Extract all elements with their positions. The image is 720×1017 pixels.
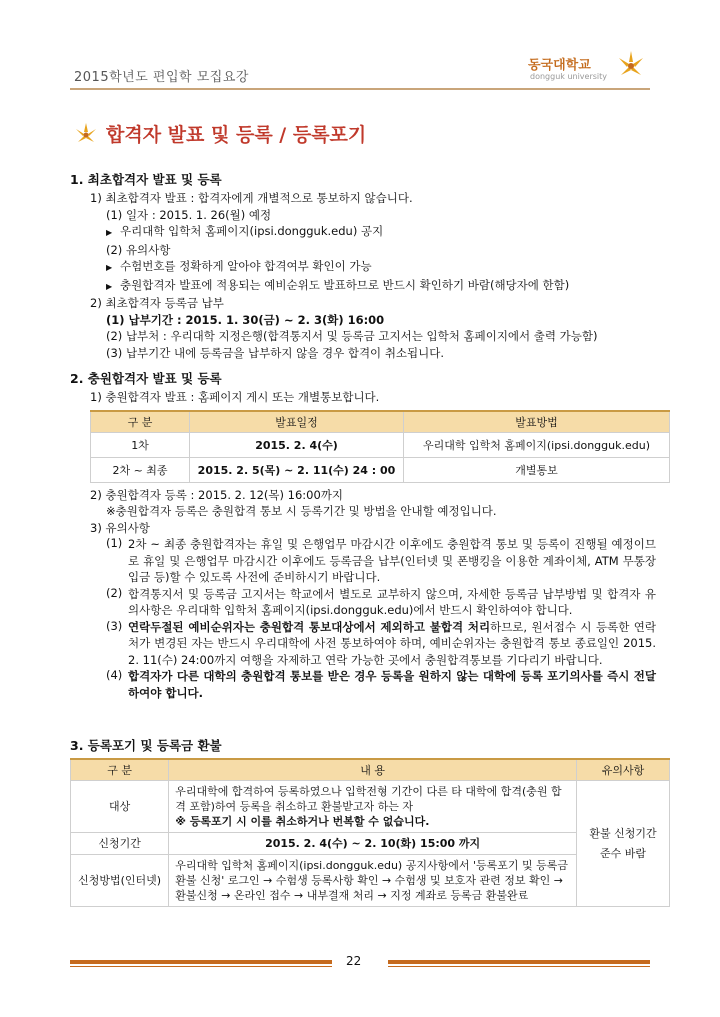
s2-line: ※충원합격자 등록은 충원합격 통보 시 등록기간 및 방법을 안내할 예정입니다. xyxy=(106,504,497,518)
logo-subtext: dongguk university xyxy=(530,72,608,81)
table-cell: 신청기간 xyxy=(71,833,169,855)
notice-number: (4) xyxy=(106,668,123,682)
section-2 xyxy=(70,369,654,701)
notice-text: 2차 ~ 최종 충원합격자는 휴일 및 은행업무 마감시간 이후에도 충원합격 통보 및 등록이 진행될 예정이므로 휴일 및 은행업무 마감시간 이후에도 등록금을 납부(인터넷 및 폰뱅킹을 이용한 계좌이체, ATM 무통장입금 등)할 수 있도록 사전에 준비하시기 바랍니다. xyxy=(128,537,656,584)
notice-item xyxy=(106,668,656,701)
note-cell xyxy=(577,781,670,907)
table-cell: 우리대학 입학처 홈페이지(ipsi.dongguk.edu) 공지사항에서 '등록포기 및 등록금 환불 신청' 로그인 → 수험생 등록사항 확인 → 수험생 및 보호자 관련 정보 확인 → 환불신청 → 온라인 접수 → 내부결재 처리 → 지정 계좌로 등록금 환불완료 xyxy=(169,855,577,907)
s1-line: 2) 최초합격자 등록금 납부 xyxy=(90,296,224,310)
page-number: 22 xyxy=(346,954,362,968)
notice-list xyxy=(70,536,656,701)
table-row xyxy=(91,457,670,482)
lotus-logo-icon xyxy=(614,48,648,82)
notice-number: (2) xyxy=(106,585,123,600)
s2-line: 3) 유의사항 xyxy=(90,520,150,535)
table-header: 구 분 xyxy=(71,759,169,781)
s1-line: (1) 일자 : 2015. 1. 26(월) 예정 xyxy=(106,207,272,222)
section-2-heading: 2. 충원합격자 발표 및 등록 xyxy=(70,371,222,386)
s1-bullet-text: 우리대학 입학처 홈페이지(ipsi.dongguk.edu) 공지 xyxy=(120,224,384,238)
table-cell: 1차 xyxy=(91,432,190,457)
table-header: 유의사항 xyxy=(577,759,670,781)
table-cell: 2015. 2. 4(수) xyxy=(190,432,404,457)
s1-bullet-line xyxy=(70,258,654,277)
section-3 xyxy=(70,736,657,907)
s1-bullet-line xyxy=(70,277,654,296)
announcement-table xyxy=(90,410,670,483)
s1-bullet-text: 충원합격자 발표에 적용되는 예비순위도 발표하므로 반드시 확인하기 바람(해당자에 한함) xyxy=(120,277,570,292)
target-description: 우리대학에 합격하여 등록하였으나 입학전형 기간이 다른 타 대학에 합격(충원 합격 포함)하여 등록을 취소하고 환불받고자 하는 자 xyxy=(175,785,562,813)
table-row xyxy=(71,781,670,833)
table-row xyxy=(91,432,670,457)
table-cell: 2차 ~ 최종 xyxy=(91,457,190,482)
header-rule xyxy=(70,88,650,90)
footer-rule-right xyxy=(388,960,650,964)
section-3-heading: 3. 등록포기 및 등록금 환불 xyxy=(70,738,222,753)
note-text: 환불 신청기간 준수 바람 xyxy=(589,826,657,860)
s1-line: (3) 납부기간 내에 등록금을 납부하지 않을 경우 합격이 취소됩니다. xyxy=(106,345,445,360)
table-header: 내 용 xyxy=(169,759,577,781)
s1-bullet-text: 수험번호를 정확하게 알아야 합격여부 확인이 가능 xyxy=(120,259,372,273)
section-title-text: 합격자 발표 및 등록 / 등록포기 xyxy=(106,124,367,146)
table-cell: 신청방법(인터넷) xyxy=(71,855,169,907)
notice-bold-text: 연락두절된 예비순위자는 충원합격 통보대상에서 제외하고 불합격 처리 xyxy=(128,619,491,634)
s1-line: (1) 납부기간 : 2015. 1. 30(금) ~ 2. 3(화) 16:00 xyxy=(106,312,385,327)
table-cell: 우리대학 입학처 홈페이지(ipsi.dongguk.edu) xyxy=(404,432,670,457)
table-cell: 2015. 2. 4(수) ~ 2. 10(화) 15:00 까지 xyxy=(169,833,577,855)
notice-text xyxy=(128,619,656,669)
s2-line: 2) 충원합격자 등록 : 2015. 2. 12(목) 16:00까지 xyxy=(90,487,343,502)
triangle-bullet-icon: ▶ xyxy=(106,281,113,291)
flower-bullet-icon xyxy=(74,122,98,146)
university-logo xyxy=(528,48,648,88)
table-cell xyxy=(169,781,577,833)
footer-rule-left-thin xyxy=(70,966,332,967)
s1-line: (2) 납부처 : 우리대학 지정은행(합격통지서 및 등록금 고지서는 입학처 홈페이지에서 출력 가능함) xyxy=(106,329,598,343)
table-cell: 개별통보 xyxy=(404,457,670,482)
footer-rule-left xyxy=(70,960,332,964)
notice-item xyxy=(106,619,656,669)
table-header: 발표일정 xyxy=(190,411,404,433)
table-header: 발표방법 xyxy=(404,411,670,433)
table-cell: 2015. 2. 5(목) ~ 2. 11(수) 24 : 00 xyxy=(190,457,404,482)
notice-text: 합격통지서 및 등록금 고지서는 학교에서 별도로 교부하지 않으며, 자세한 등록금 납부방법 및 합격자 유의사항은 우리대학 입학처 홈페이지(ipsi.dongguk.edu)에서 반드시 확인하여야 합니다. xyxy=(128,586,656,617)
s2-line: 1) 충원합격자 발표 : 홈페이지 게시 또는 개별통보합니다. xyxy=(90,390,380,404)
notice-number: (3) xyxy=(106,618,123,633)
notice-rest-text: 하므로, 원서접수 시 등록한 연락처가 변경된 자는 반드시 우리대학에 사전 통보하여야 하며, 예비순위자는 충원합격 통보 종료일인 2015. 2. 11(수) 24:00까지 여행을 자제하고 연락 가능한 곳에서 충원합격통보를 기다리기 바랍니다. xyxy=(128,619,656,667)
s1-line: 1) 최초합격자 발표 : 합격자에게 개별적으로 통보하지 않습니다. xyxy=(90,191,413,205)
refund-table xyxy=(70,758,670,907)
table-header: 구 분 xyxy=(91,411,190,433)
section-1 xyxy=(70,170,654,361)
notice-item xyxy=(106,536,656,586)
notice-item xyxy=(106,586,656,619)
s1-line: (2) 유의사항 xyxy=(106,242,171,257)
notice-bold-text: 합격자가 다른 대학의 충원합격 통보를 받은 경우 등록을 원하지 않는 대학에 등록 포기의사를 즉시 전달하여야 합니다. xyxy=(128,669,656,700)
table-cell: 대상 xyxy=(71,781,169,833)
footer-rule-right-thin xyxy=(388,966,650,967)
triangle-bullet-icon: ▶ xyxy=(106,228,113,237)
section-title xyxy=(74,120,366,147)
triangle-bullet-icon: ▶ xyxy=(106,263,113,272)
s1-bullet-line xyxy=(70,223,654,242)
notice-number: (1) xyxy=(106,536,123,550)
target-warning: ※ 등록포기 시 이를 취소하거나 번복할 수 없습니다. xyxy=(175,815,430,828)
section-1-heading: 1. 최초합격자 발표 및 등록 xyxy=(70,172,222,187)
logo-text: 동국대학교 xyxy=(528,58,591,73)
document-header-title: 2015학년도 편입학 모집요강 xyxy=(74,70,249,85)
